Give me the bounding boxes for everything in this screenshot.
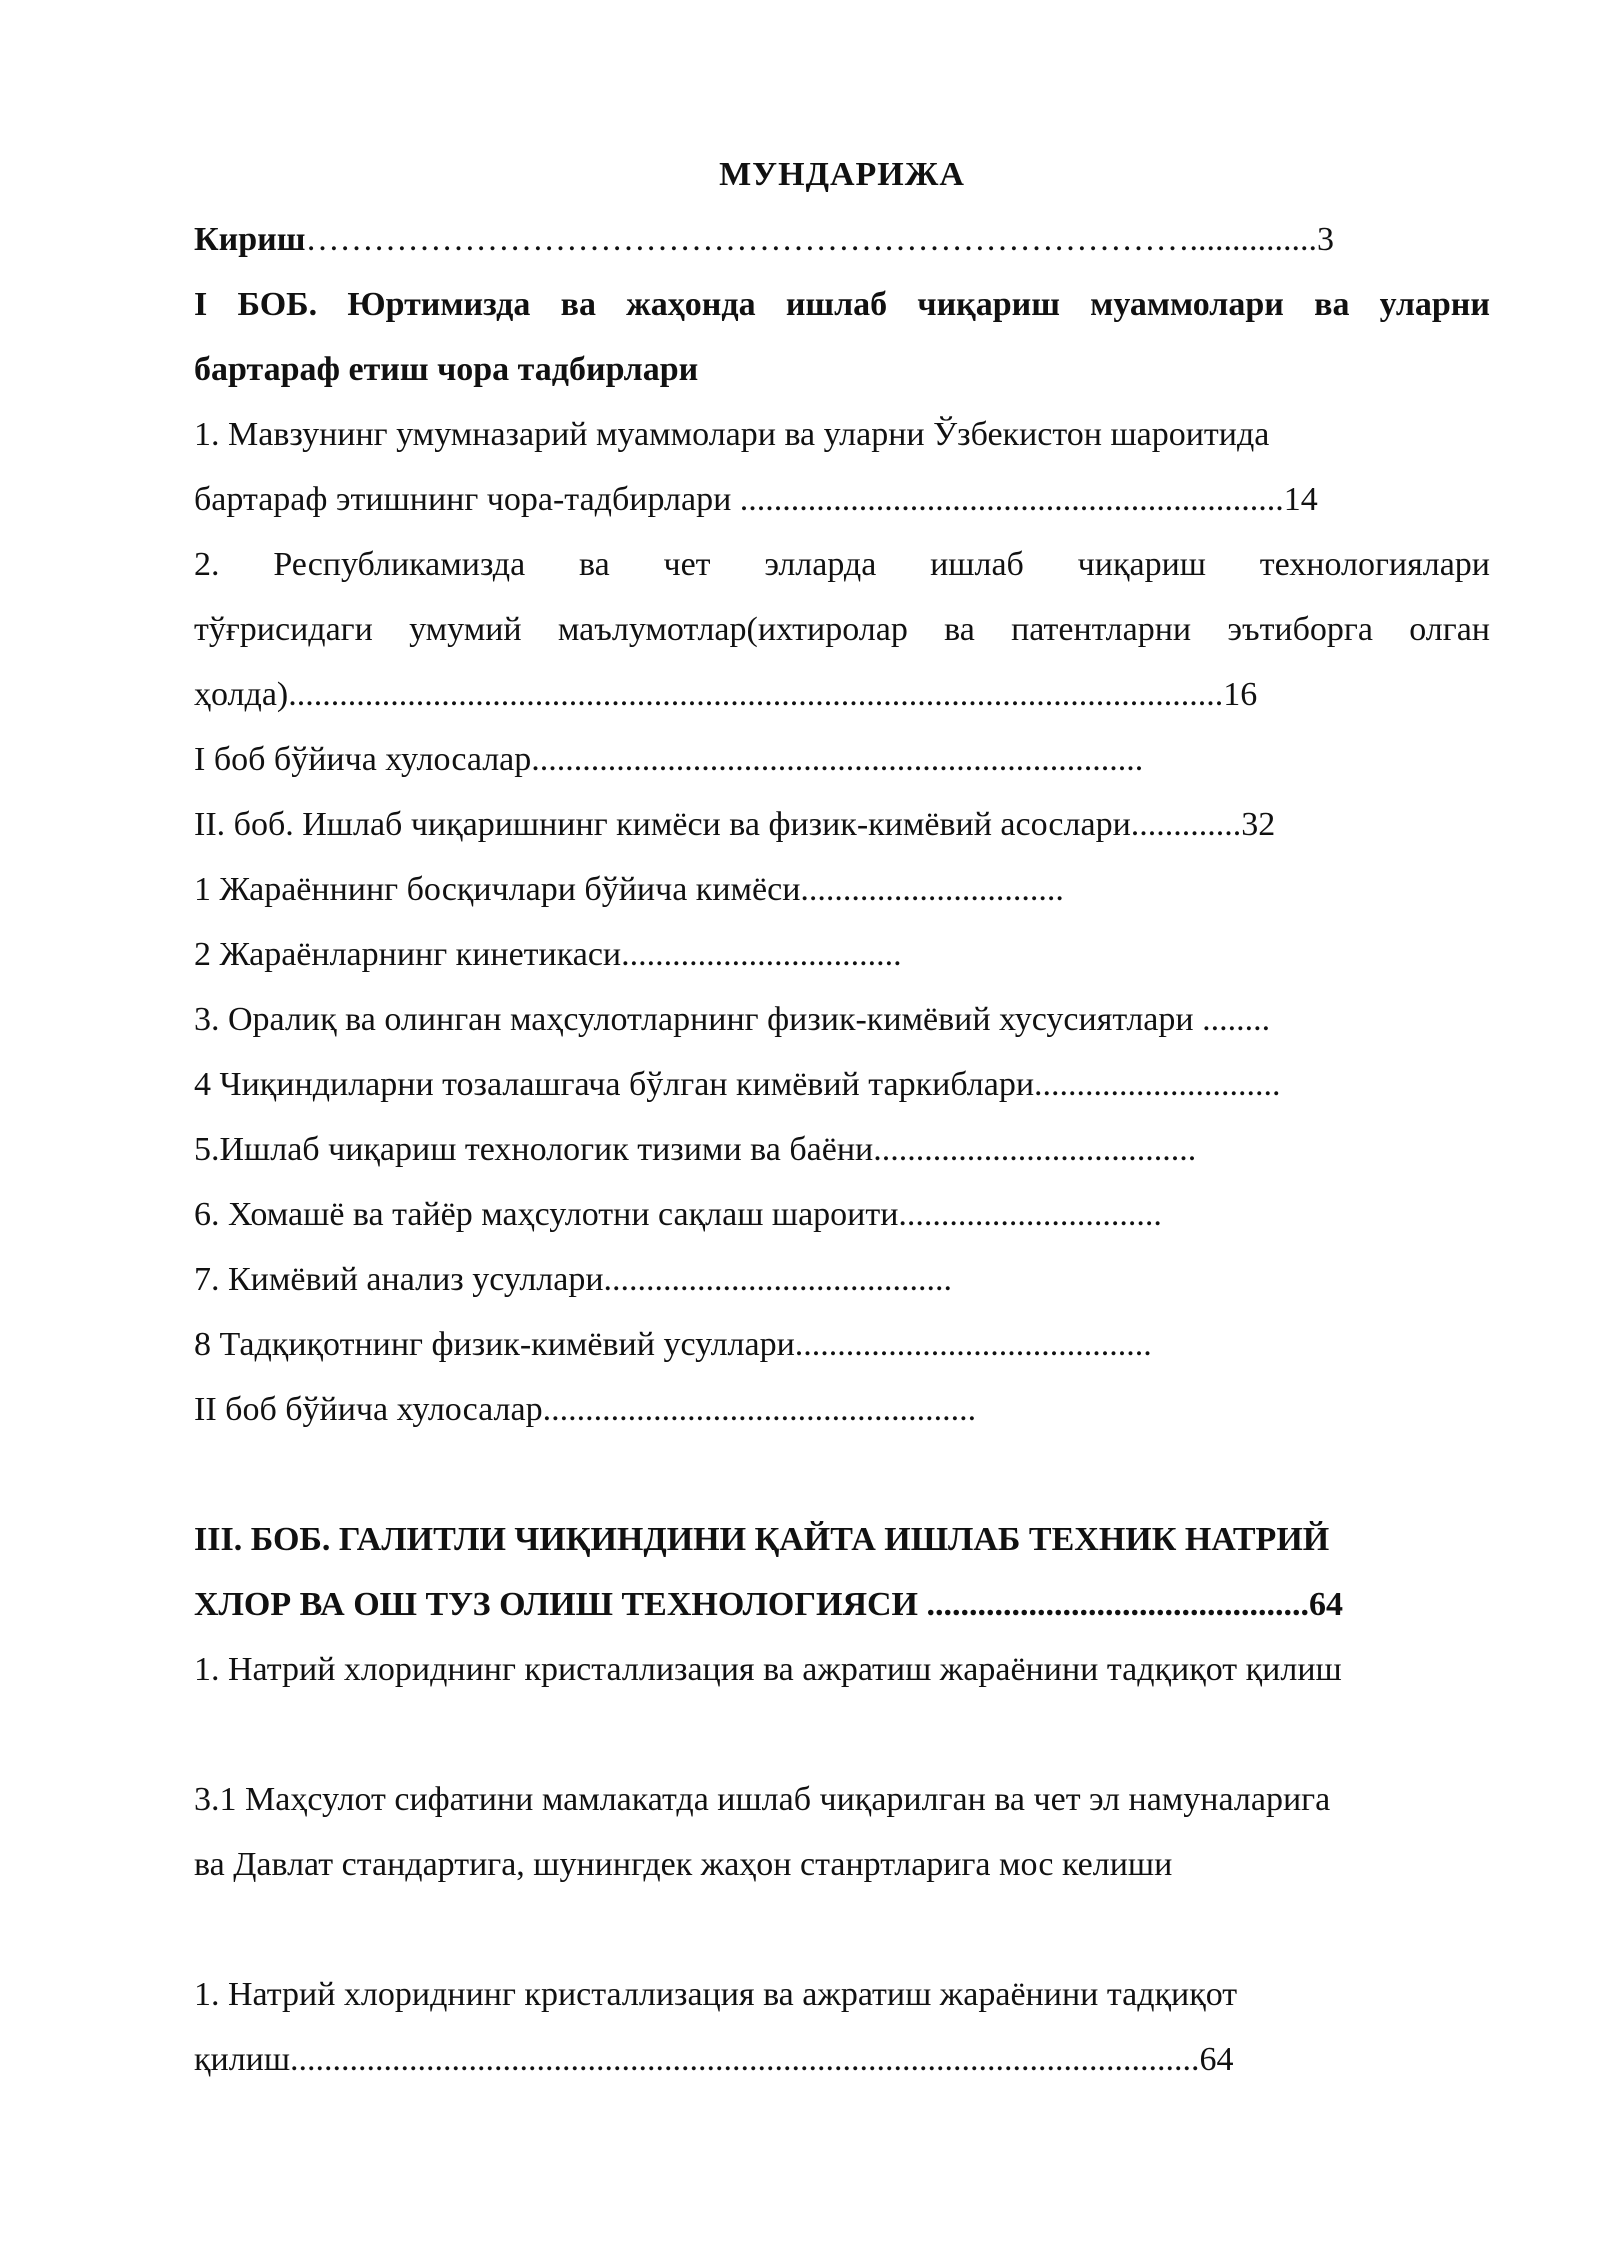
toc-entry-1-2-line3: ҳолда)..............................................................................................................16 (194, 676, 1258, 713)
toc-entry-3-2-line2: қилиш...........................................................................................................64 (194, 2041, 1234, 2078)
toc-entry-2-4: 4 Чиқиндиларни тозалашгача бўлган кимёвий таркиблари............................. (194, 1066, 1281, 1103)
spacer (194, 1897, 1490, 1962)
toc-entry-3-1-1-line2: ва Давлат стандартига, шунингдек жаҳон станртларига мос келиши (194, 1846, 1173, 1883)
toc-entry-2-7: 7. Кимёвий анализ усуллари......................................... (194, 1261, 953, 1298)
toc-entry-2-2: 2 Жараёнларнинг кинетикаси................................. (194, 936, 902, 973)
toc-entry-2-6: 6. Хомашё ва тайёр маҳсулотни сақлаш шароити............................... (194, 1196, 1162, 1233)
toc-entry-1-2-line1: 2. Республикамизда ва чет элларда ишлаб чиқариш технологиялари (194, 546, 1490, 583)
chapter-1-heading-line1: I БОБ. Юртимизда ва жаҳонда ишлаб чиқариш муаммолари ва уларни (194, 286, 1490, 323)
toc-intro (194, 207, 1490, 272)
chapter-2-heading: II. боб. Ишлаб чиқаришнинг кимёси ва физик-кимёвий асослари.............32 (194, 806, 1276, 843)
toc-intro-page: 3 (1316, 221, 1334, 258)
toc-intro-label: Кириш (194, 221, 306, 258)
spacer (194, 1442, 1490, 1507)
toc-intro-leader: ……………………………………………………………………............... (305, 221, 1317, 258)
spacer (194, 1702, 1490, 1767)
toc-entry-2-1: 1 Жараённинг босқичлари бўйича кимёси............................... (194, 871, 1064, 908)
page-title: МУНДАРИЖА (719, 156, 965, 193)
chapter-3-heading-line1: III. БОБ. ГАЛИТЛИ ЧИҚИНДИНИ ҚАЙТА ИШЛАБ ТЕХНИК НАТРИЙ (194, 1521, 1330, 1558)
toc-entry-1-2-line2: тўғрисидаги умумий маълумотлар(ихтиролар ва патентларни эътиборга олган (194, 611, 1490, 648)
toc-entry-2-5: 5.Ишлаб чиқариш технологик тизими ва баёни...................................... (194, 1131, 1197, 1168)
toc-ch1-conclusion: I боб бўйича хулосалар........................................................................ (194, 741, 1144, 778)
chapter-1-heading-line2: бартараф етиш чора тадбирлари (194, 351, 699, 388)
toc-entry-3-2-line1: 1. Натрий хлориднинг кристаллизация ва ажратиш жараёнини тадқиқот (194, 1976, 1238, 2013)
toc-entry-2-8: 8 Тадқиқотнинг физик-кимёвий усуллари.......................................... (194, 1326, 1152, 1363)
toc-entry-3-1-1-line1: 3.1 Маҳсулот сифатини мамлакатда ишлаб чиқарилган ва чет эл намуналарига (194, 1781, 1331, 1818)
toc-entry-1-1-line1: 1. Мавзунинг умумназарий муаммолари ва уларни Ўзбекистон шароитида (194, 416, 1270, 453)
toc-ch2-conclusion: II боб бўйича хулосалар................................................... (194, 1391, 977, 1428)
toc-entry-3-1: 1. Натрий хлориднинг кристаллизация ва ажратиш жараёнини тадқиқот қилиш (194, 1651, 1342, 1688)
toc-entry-1-1-line2: бартараф этишнинг чора-тадбирлари ................................................................14 (194, 481, 1318, 518)
chapter-3-heading-line2: ХЛОР ВА ОШ ТУЗ ОЛИШ ТЕХНОЛОГИЯСИ .............................................64 (194, 1586, 1343, 1623)
toc-entry-2-3: 3. Оралиқ ва олинган маҳсулотларнинг физик-кимёвий хусусиятлари ........ (194, 1001, 1271, 1038)
